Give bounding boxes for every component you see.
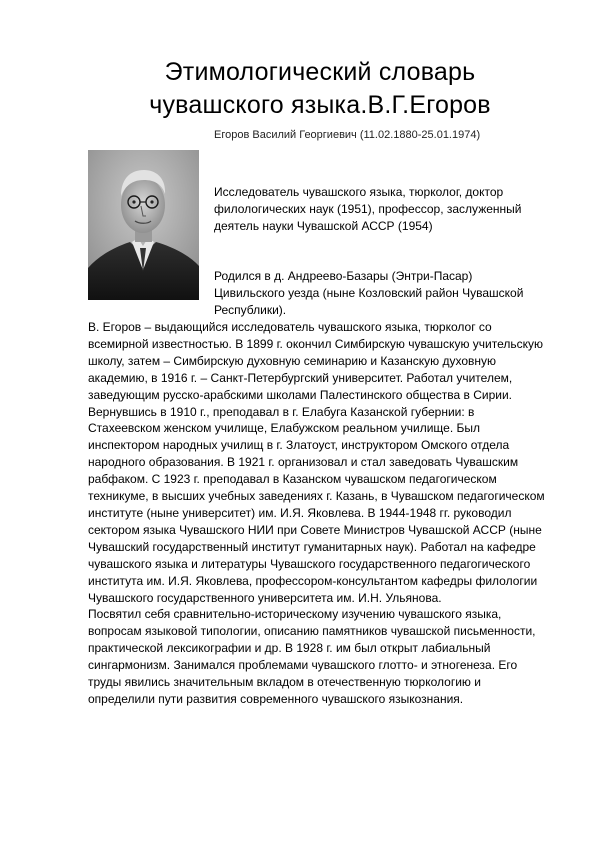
page-title bbox=[0, 56, 595, 122]
title-line-2: чувашского языка.В.Г.Егоров bbox=[149, 91, 491, 119]
intro-description: Исследователь чувашского языка, тюрколог, доктор филологических наук (1951), профессор, заслуженный деятель науки Чувашской АССР (1954) bbox=[214, 185, 522, 233]
biography-text bbox=[88, 319, 550, 708]
portrait-photo bbox=[88, 150, 199, 300]
person-name-dates: Егоров Василий Георгиевич (11.02.1880-25.01.1974) bbox=[214, 129, 481, 141]
biography-paragraph-2: Посвятил себя сравнительно-историческому изучению чувашского языка, вопросам языковой типологии, описанию памятников чувашской письменности, практической лексикографии и др. В 1928 г. им был открыт лабиальный сингармонизм. Занимался проблемами чувашского глотто- и этногенеза. Его труды явились значительным вкладом в отечественную тюркологию и определили пути развития современного чувашского языкознания. bbox=[88, 607, 536, 706]
intro-birthplace: Родился в д. Андреево-Базары (Энтри-Пасар) Цивильского уезда (ныне Козловский район Чувашской Республики). bbox=[214, 269, 524, 317]
title-line-1: Этимологический словарь bbox=[164, 58, 476, 86]
biography-paragraph-1: В. Егоров – выдающийся исследователь чувашского языка, тюрколог со всемирной известностью. В 1899 г. окончил Симбирскую чувашскую учительскую школу, затем – Симбирскую духовную семинарию и Казанскую духовную академию, в 1916 г. – Санкт-Петербургский университет. Работал учителем, заведующим русско-арабскими школами Палестинского общества в Сирии. Вернувшись в 1910 г., преподавал в г. Елабуга Казанской губернии: в Стахеевском женском училище, Елабужском реальном училище. Был инспектором народных училищ в г. Златоуст, инструктором Омского отдела народного образования. В 1921 г. организовал и стал заведовать Чувашским рабфаком. С 1923 г. преподавал в Казанском чувашском педагогическом техникуме, в высших учебных заведениях г. Казань, в Чувашском педагогическом институте (ныне университет) им. И.Я. Яковлева. В 1944-1948 гг. руководил сектором языка Чувашского НИИ при Совете Министров Чувашской АССР (ныне Чувашский государственный институт гуманитарных наук). Работал на кафедре чувашского языка и литературы Чувашского государственного педагогического института им. И.Я. Яковлева, профессором-консультантом кафедры филологии Чувашского государственного университета им. И.Н. Ульянова. bbox=[88, 320, 545, 605]
